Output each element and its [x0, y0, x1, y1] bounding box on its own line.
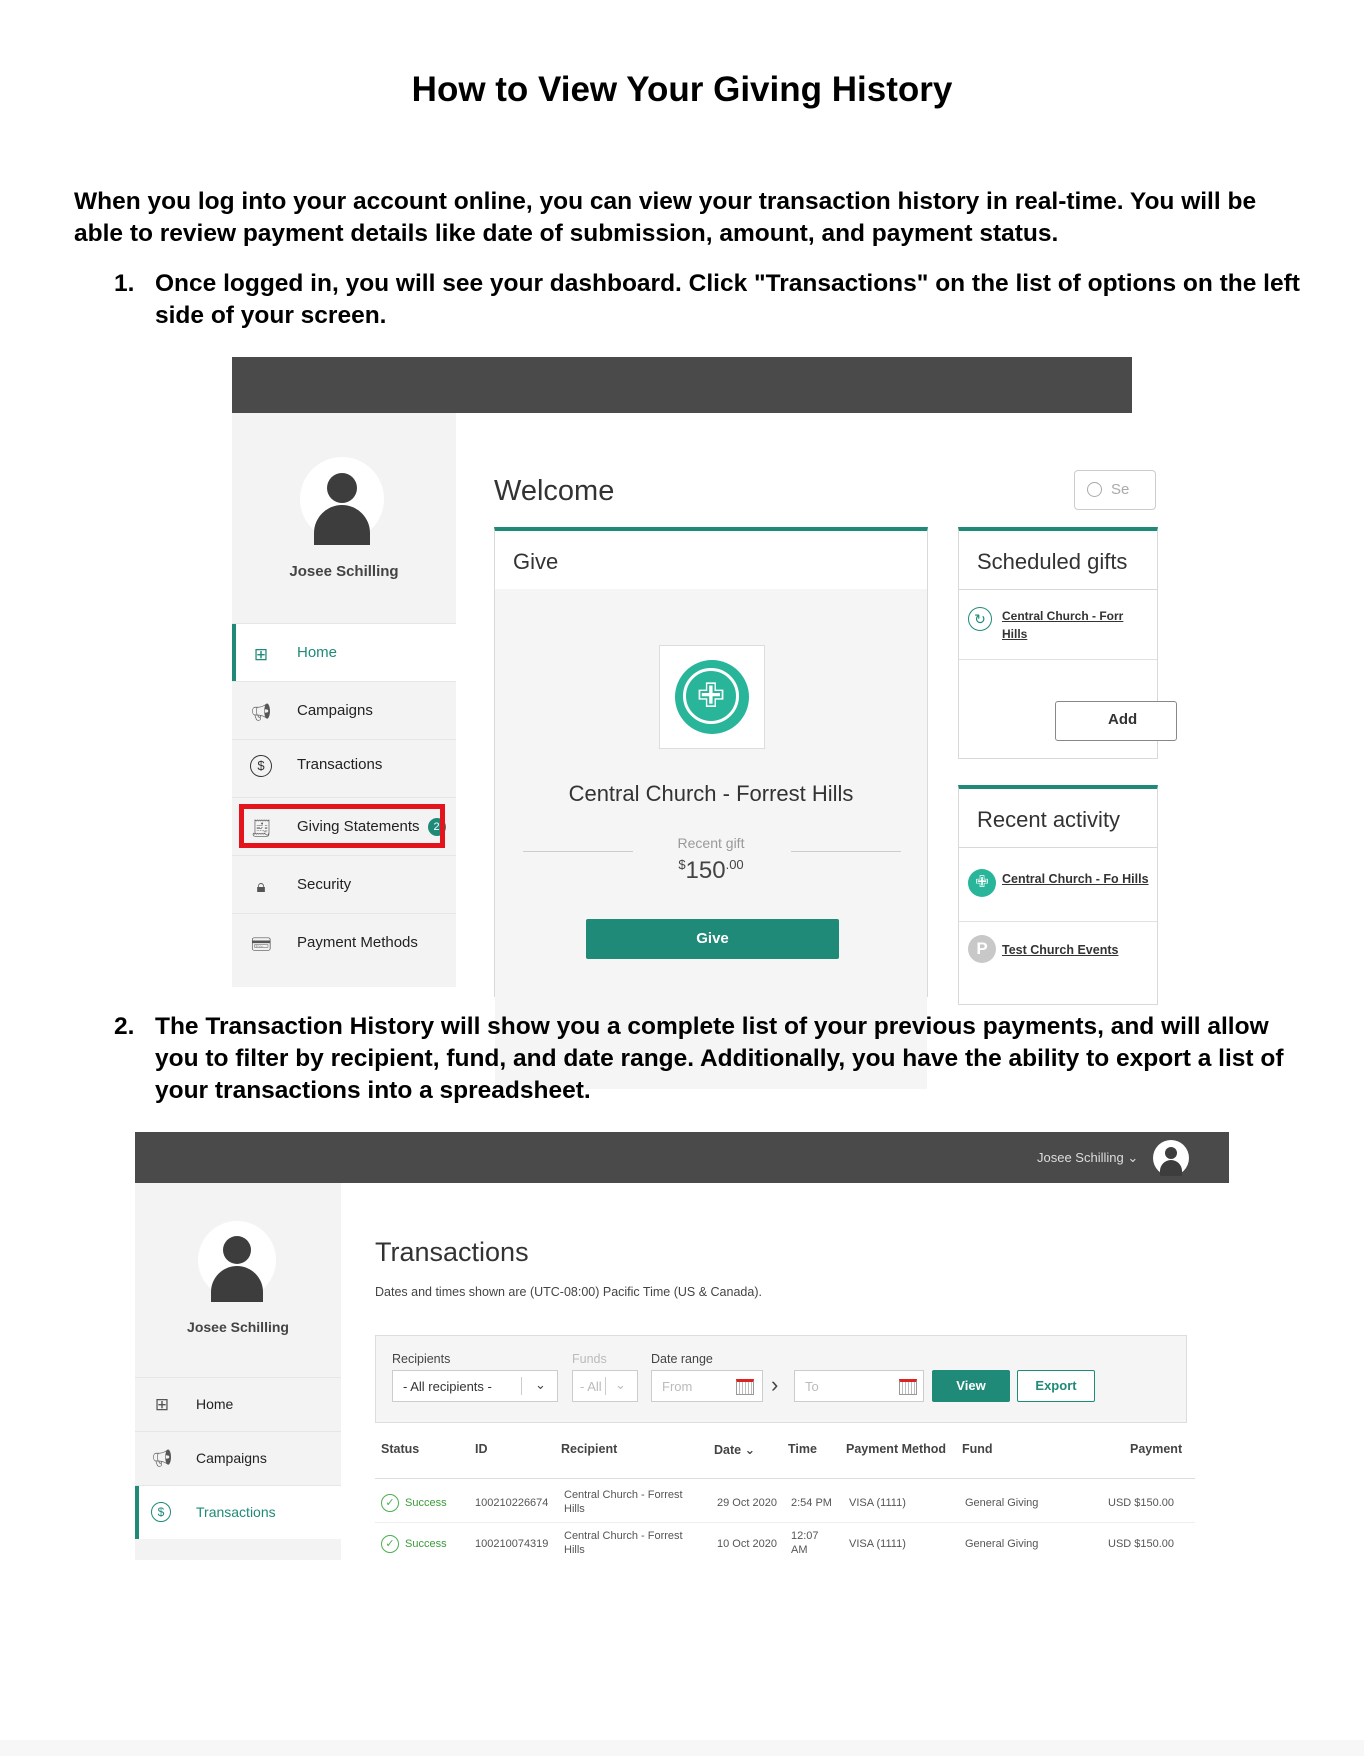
sidebar-item-transactions[interactable]: [135, 1485, 341, 1539]
card-title: Scheduled gifts: [977, 549, 1128, 574]
chevron-down-icon: ⌄: [535, 1377, 546, 1392]
profile-name: Josee Schilling: [289, 563, 399, 580]
date-to-input[interactable]: To: [794, 1370, 924, 1402]
activity-link[interactable]: Test Church Events: [1002, 943, 1119, 957]
check-icon: ✓: [381, 1535, 399, 1553]
intro-paragraph: When you log into your account online, you can view your transaction history in real-time. You will be able to review payment details like date of submission, amount, and payment status.: [74, 188, 1257, 247]
chevron-down-icon: ⌄: [615, 1377, 626, 1392]
step-text: The Transaction History will show you a complete list of your previous payments, and will allow you to filter by recipient, fund, and date range. Additionally, you have the ability to export a list of your transactions into a spreadsheet.: [155, 1013, 1284, 1104]
card-title: Give: [513, 549, 559, 574]
chevron-down-icon: ⌄: [1127, 1150, 1139, 1165]
sort-desc-icon: ⌄: [744, 1443, 756, 1457]
scheduled-gift-link[interactable]: Central Church - Forr Hills: [1002, 609, 1124, 641]
arrow-right-icon: ›: [771, 1372, 779, 1397]
recent-gift-label: Recent gift: [677, 835, 745, 851]
church-cross-icon: ✙: [968, 869, 996, 897]
sidebar-item-transactions[interactable]: [232, 739, 456, 797]
sidebar-item-label: Home: [196, 1396, 234, 1412]
step-number: 2.: [114, 1013, 135, 1040]
receipt-icon: 🧾︎: [250, 819, 272, 838]
card-title: Recent activity: [977, 807, 1121, 832]
sidebar-item-label: Home: [297, 644, 338, 661]
organization-name: Central Church - Forrest Hills: [568, 781, 854, 806]
megaphone-icon: 📢︎: [250, 703, 272, 722]
sidebar-item-home[interactable]: [232, 623, 456, 681]
recipients-label: Recipients: [392, 1352, 451, 1366]
column-header-time[interactable]: Time: [788, 1442, 817, 1456]
sidebar-item-label: Transactions: [297, 756, 383, 773]
column-header-payment-method[interactable]: Payment Method: [846, 1442, 947, 1456]
add-button[interactable]: Add: [1055, 701, 1177, 741]
recipients-select[interactable]: - All recipients - ⌄: [392, 1370, 558, 1402]
card-header: [495, 531, 927, 590]
check-icon: ✓: [381, 1494, 399, 1512]
activity-link[interactable]: Central Church - Fo Hills: [1002, 872, 1149, 886]
p-logo-icon: P: [968, 935, 996, 963]
church-cross-icon: ✙: [675, 660, 749, 734]
top-bar: [135, 1132, 1229, 1183]
megaphone-icon: 📢︎: [151, 1449, 173, 1468]
card-header: [959, 789, 1157, 848]
grid-icon: ⊞: [154, 1395, 170, 1414]
activity-item[interactable]: [959, 847, 1157, 922]
step-text: Once logged in, you will see your dashboard. Click "Transactions" on the list of options on the left side of your screen.: [155, 270, 1300, 329]
date-from-input[interactable]: From: [651, 1370, 763, 1402]
user-menu[interactable]: Josee Schilling ⌄: [1037, 1150, 1139, 1165]
dollar-icon: $: [151, 1502, 171, 1522]
step-number: 1.: [114, 270, 135, 297]
column-header-fund[interactable]: Fund: [962, 1442, 993, 1456]
search-placeholder: Se: [1111, 481, 1130, 498]
column-header-recipient[interactable]: Recipient: [561, 1442, 618, 1456]
scheduled-gift-item[interactable]: [959, 589, 1157, 660]
statements-count-badge: 2: [428, 818, 446, 836]
top-bar: [232, 357, 1132, 413]
give-card: [494, 527, 928, 997]
profile-panel: [232, 413, 456, 623]
grid-icon: ⊞: [253, 645, 269, 664]
column-header-status[interactable]: Status: [381, 1442, 420, 1456]
funds-label: Funds: [572, 1352, 607, 1366]
table-header-divider: [375, 1478, 1195, 1479]
lock-icon: 🔒︎: [256, 877, 266, 896]
calendar-icon[interactable]: [736, 1379, 754, 1395]
welcome-heading: Welcome: [494, 475, 615, 507]
column-header-payment[interactable]: Payment: [1130, 1442, 1183, 1456]
calendar-icon[interactable]: [899, 1379, 917, 1395]
search-input[interactable]: [1074, 470, 1156, 510]
avatar[interactable]: [198, 1221, 276, 1299]
timezone-note: Dates and times shown are (UTC-08:00) Pacific Time (US & Canada).: [375, 1285, 762, 1299]
table-row[interactable]: ✓ Success 100210226674 Central Church - Forrest Hills 29 Oct 2020 2:54 PM VISA (1111) General Giving USD $150.00: [375, 1482, 1195, 1523]
sidebar-item-label: Security: [297, 876, 352, 893]
divider: [523, 851, 633, 852]
sidebar-item-campaigns[interactable]: [135, 1431, 341, 1485]
sidebar-item-label: Campaigns: [297, 702, 373, 719]
document-title: How to View Your Giving History: [411, 70, 953, 109]
profile-name: Josee Schilling: [187, 1319, 289, 1335]
sidebar-item-label: Campaigns: [196, 1450, 267, 1466]
sidebar-item-security[interactable]: [232, 855, 456, 913]
sidebar-item-payment-methods[interactable]: [232, 913, 456, 971]
column-header-date[interactable]: Date ⌄: [714, 1443, 756, 1457]
export-button[interactable]: Export: [1017, 1370, 1095, 1402]
table-row[interactable]: ✓ Success 100210074319 Central Church - Forrest Hills 10 Oct 2020 12:07 AM VISA (1111) General Giving USD $150.00: [375, 1523, 1195, 1563]
dashboard-screenshot: [232, 357, 1149, 987]
sidebar: [135, 1183, 341, 1560]
scheduled-gifts-card: [958, 527, 1158, 759]
recurring-icon: ↻: [968, 607, 992, 631]
give-button[interactable]: Give: [586, 919, 839, 959]
highlight-box: [239, 804, 445, 848]
funds-select[interactable]: - All ⌄: [572, 1370, 638, 1402]
card-header: [959, 531, 1157, 590]
view-button[interactable]: View: [932, 1370, 1010, 1402]
divider: [791, 851, 901, 852]
user-avatar[interactable]: [1153, 1140, 1189, 1176]
church-logo: [659, 645, 765, 749]
sidebar-item-label: Transactions: [196, 1504, 276, 1520]
page-footer-band: [0, 1740, 1364, 1756]
avatar[interactable]: [300, 457, 384, 541]
transactions-screenshot: [135, 1132, 1229, 1560]
card-icon: 💳︎: [250, 935, 272, 954]
page-title: Transactions: [375, 1237, 529, 1267]
search-icon: [1087, 482, 1102, 497]
recent-gift-amount: $^{\$}150^{.00}$: [678, 857, 744, 884]
sidebar-item-label: Giving Statements 2: [297, 818, 446, 836]
column-header-id[interactable]: ID: [475, 1442, 488, 1456]
activity-item[interactable]: [959, 921, 1157, 995]
recent-activity-card: [958, 785, 1158, 1005]
sidebar-item-home[interactable]: [135, 1377, 341, 1431]
sidebar-item-label: Payment Methods: [297, 934, 418, 951]
sidebar-item-campaigns[interactable]: [232, 681, 456, 739]
filter-panel: [375, 1335, 1187, 1423]
dollar-icon: $: [250, 755, 272, 777]
sidebar: [232, 413, 456, 987]
date-range-label: Date range: [651, 1352, 713, 1366]
